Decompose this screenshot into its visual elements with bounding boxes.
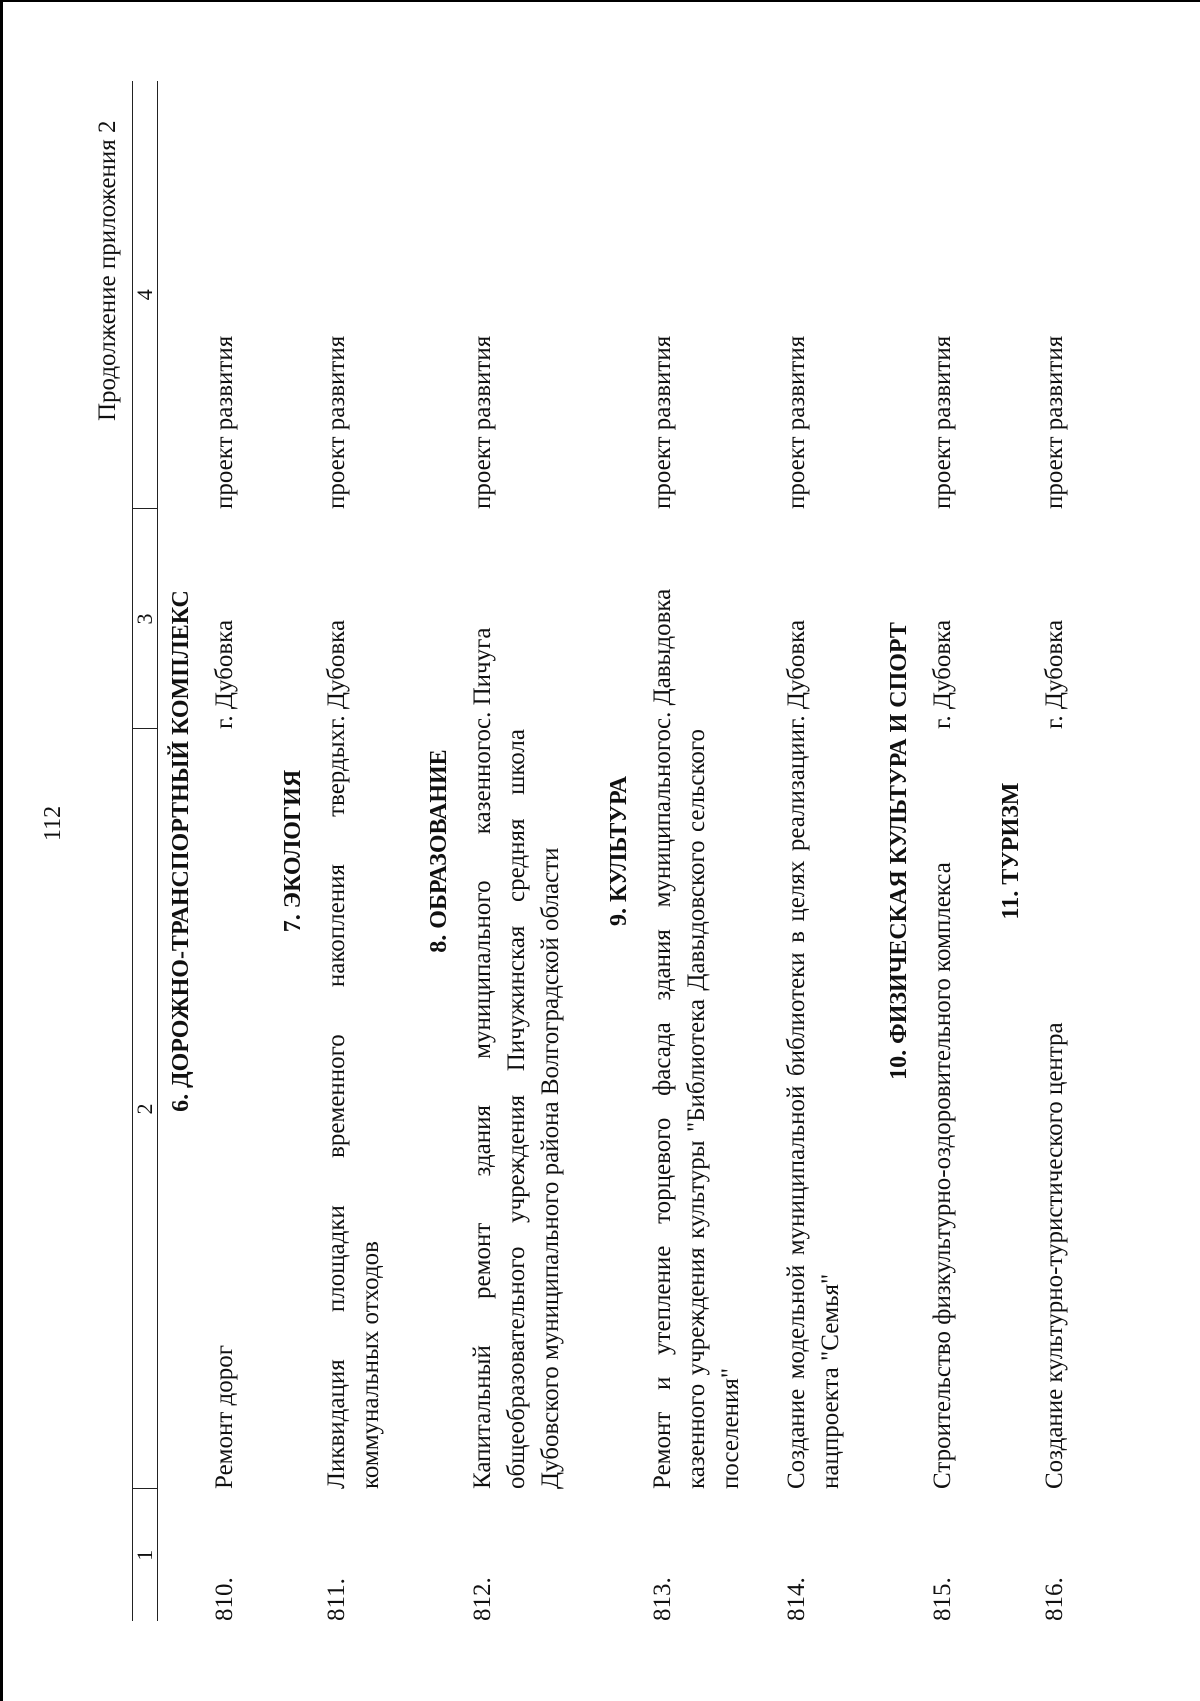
project-location: с. Пичуга (469, 627, 496, 729)
project-location: г. Дубовка (323, 619, 350, 729)
table-row (316, 81, 388, 1621)
section-heading: 9. КУЛЬТУРА (606, 776, 632, 926)
column-number: 1 (133, 1489, 158, 1621)
section-heading-row (596, 81, 642, 1621)
column-number: 4 (133, 81, 158, 509)
row-number: 813. (649, 1577, 676, 1621)
continuation-label: Продолжение приложения 2 (94, 120, 121, 421)
table-row (776, 81, 848, 1621)
project-name: Капитальный ремонт здания муниципального казенного общеобразовательного учреждения Пичужинская средняя школа Дубовского муниципального района Волгоградской области (469, 729, 564, 1489)
project-type: проект развития (469, 335, 496, 509)
row-number: 814. (783, 1577, 810, 1621)
row-number: 811. (323, 1578, 350, 1621)
section-heading: 8. ОБРАЗОВАНИЕ (426, 749, 452, 953)
project-name: Создание культурно-туристического центра (1041, 1022, 1068, 1489)
section-heading-row (270, 81, 316, 1621)
project-type: проект развития (929, 335, 956, 509)
project-type: проект развития (649, 335, 676, 509)
section-heading: 10. ФИЗИЧЕСКАЯ КУЛЬТУРА И СПОРТ (886, 622, 912, 1080)
section-heading-row (158, 81, 205, 1621)
project-type: проект развития (783, 335, 810, 509)
projects-table (132, 81, 1072, 1621)
section-heading: 7. ЭКОЛОГИЯ (280, 769, 306, 933)
table-row (204, 81, 242, 1621)
row-number: 810. (211, 1577, 238, 1621)
project-type: проект развития (323, 335, 350, 509)
page-number: 112 (40, 805, 66, 841)
column-number: 3 (133, 509, 158, 729)
column-number: 2 (133, 729, 158, 1489)
table-row (1034, 81, 1072, 1621)
project-location: г. Дубовка (1041, 619, 1068, 729)
project-type: проект развития (1041, 335, 1068, 509)
project-location: с. Давыдовка (649, 588, 676, 729)
project-name: Ремонт и утепление торцевого фасада здания муниципального казенного учреждения культуры "Библиотека Давыдовского сельского поселения" (649, 729, 744, 1489)
column-number-row (133, 81, 158, 1621)
section-heading-row (988, 81, 1034, 1621)
project-type: проект развития (211, 335, 238, 509)
section-heading: 6. ДОРОЖНО-ТРАНСПОРТНЫЙ КОМПЛЕКС (168, 590, 194, 1112)
row-number: 816. (1041, 1577, 1068, 1621)
project-location: г. Дубовка (783, 619, 810, 729)
project-name: Создание модельной муниципальной библиотеки в целях реализации нацпроекта "Семья" (783, 729, 844, 1489)
row-number: 812. (469, 1577, 496, 1621)
section-heading-row (416, 81, 462, 1621)
project-name: Ремонт дорог (211, 1344, 238, 1489)
table-row (922, 81, 960, 1621)
row-number: 815. (929, 1577, 956, 1621)
project-name: Ликвидация площадки временного накопления твердых коммунальных отходов (323, 729, 384, 1489)
table-row (462, 81, 568, 1621)
section-heading: 11. ТУРИЗМ (998, 782, 1024, 920)
project-location: г. Дубовка (929, 619, 956, 729)
project-name: Строительство физкультурно-оздоровительного комплекса (929, 862, 956, 1489)
table-row (642, 81, 748, 1621)
project-location: г. Дубовка (211, 619, 238, 729)
section-heading-row (876, 81, 922, 1621)
